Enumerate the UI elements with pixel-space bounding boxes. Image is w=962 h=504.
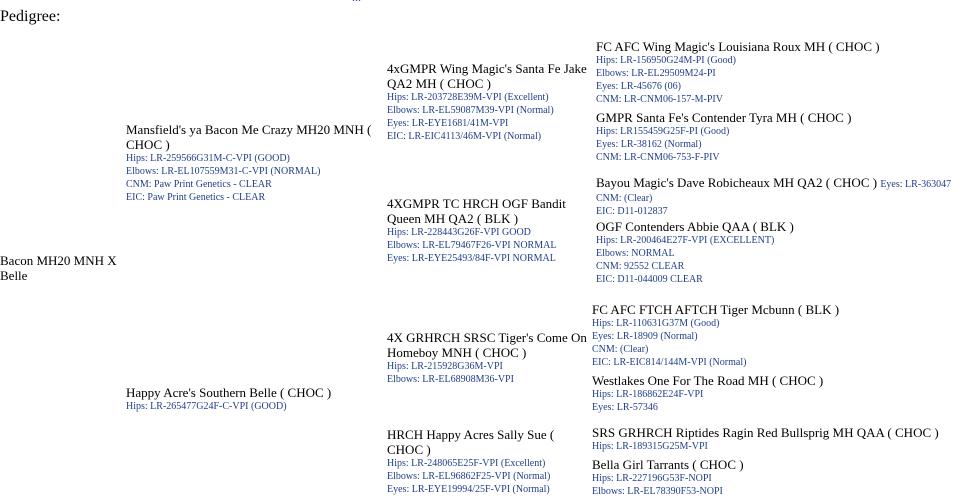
ancestor-detail: EIC: D11-044009 CLEAR [596, 274, 703, 285]
dam-sire-name: 4X GRHRCH SRSC Tiger's Come On Homeboy MNH ( CHOC ) [387, 330, 587, 360]
ancestor-detail: Elbows: NORMAL [596, 248, 675, 259]
ancestor-detail: Hips: LR-189315G25M-VPI [592, 441, 708, 452]
ancestor-cell [592, 373, 958, 414]
dam-sire-detail: Elbows: LR-EL68908M36-VPI [387, 374, 514, 385]
dog-cell [0, 253, 122, 283]
sire-detail: Elbows: LR-EL107559M31-C-VPI (NORMAL) [126, 166, 321, 177]
dam-dam-detail: Eyes: LR-EYE19994/25F-VPI (Normal) [387, 484, 550, 495]
dam-dam-detail: Elbows: LR-EL96862F25-VPI (Normal) [387, 471, 551, 482]
ancestor-cell [596, 175, 958, 218]
ancestor-name-text: Bayou Magic's Dave Robicheaux MH QA2 ( CHOC ) [596, 175, 878, 190]
sire-detail: EIC: Paw Print Genetics - CLEAR [126, 192, 266, 203]
ancestor-detail: CNM: LR-CNM06-157-M-PIV [596, 94, 723, 105]
dam-dam-name: HRCH Happy Acres Sally Sue ( CHOC ) [387, 427, 555, 457]
ancestor-detail: Hips: LR-186862E24F-VPI [592, 389, 704, 400]
sire-dam-detail: Eyes: LR-EYE25493/84F-VPI NORMAL [387, 253, 556, 264]
sire-sire-detail: EIC: LR-EIC4113/46M-VPI (Normal) [387, 131, 542, 142]
sire-detail: Hips: LR-259566G31M-C-VPI (GOOD) [126, 153, 290, 164]
ancestor-cell [592, 425, 958, 453]
ancestor-detail: Eyes: LR-45676 (06) [596, 81, 681, 92]
ancestor-detail: CNM: 92552 CLEAR [596, 261, 685, 272]
sire-sire-detail: Elbows: LR-EL59087M39-VPI (Normal) [387, 105, 554, 116]
ancestor-name: Westlakes One For The Road MH ( CHOC ) [592, 373, 824, 388]
ancestor-cell [596, 39, 958, 106]
ancestor-detail: Eyes: LR-57346 [592, 402, 658, 413]
dam-detail: Hips: LR-265477G24F-C-VPI (GOOD) [126, 401, 287, 412]
sire-sire-name: 4xGMPR Wing Magic's Santa Fe Jake QA2 MH ( CHOC ) [387, 61, 587, 91]
ancestor-detail: Hips: LR-110631G37M (Good) [592, 318, 720, 329]
ancestor-detail: Hips: LR155459G25F-PI (Good) [596, 126, 730, 137]
dam-sire-cell [387, 330, 593, 386]
ancestor-detail: CNM: (Clear) [592, 344, 649, 355]
ancestor-cell [596, 110, 958, 164]
ancestor-name: Bella Girl Tarrants ( CHOC ) [592, 457, 744, 472]
ancestor-detail: Eyes: LR-18909 (Normal) [592, 331, 698, 342]
ancestor-cell [592, 457, 958, 498]
sire-dam-name: 4XGMPR TC HRCH OGF Bandit Queen MH QA2 ( BLK ) [387, 196, 566, 226]
ancestor-name: FC AFC FTCH AFTCH Tiger Mcbunn ( BLK ) [592, 302, 840, 317]
ancestor-cell [592, 302, 958, 369]
ancestor-detail: Elbows: LR-EL78390F53-NOPI [592, 486, 723, 497]
top-link-fragment[interactable] [352, 0, 361, 5]
sire-sire-cell [387, 61, 593, 143]
ancestor-detail: EIC: LR-EIC814/144M-VPI (Normal) [592, 357, 747, 368]
ancestor-detail: Hips: LR-200464E27F-VPI (EXCELLENT) [596, 235, 775, 246]
dam-dam-cell [387, 427, 593, 496]
sire-sire-detail: Eyes: LR-EYE1681/41M-VPI [387, 118, 509, 129]
dam-dam-detail: Hips: LR-248065E25F-VPI (Excellent) [387, 458, 546, 469]
ancestor-name: FC AFC Wing Magic's Louisiana Roux MH ( CHOC ) [596, 39, 880, 54]
ancestor-name [596, 175, 958, 192]
ancestor-detail: Hips: LR-156950G24M-PI (Good) [596, 55, 736, 66]
dog-name: Bacon MH20 MNH X Belle [0, 253, 117, 283]
sire-sire-detail: Hips: LR-203728E39M-VPI (Excellent) [387, 92, 549, 103]
sire-dam-detail: Elbows: LR-EL79467F26-VPI NORMAL [387, 240, 557, 251]
sire-cell [126, 122, 388, 204]
dam-sire-detail: Hips: LR-215928G36M-VPI [387, 361, 503, 372]
sire-dam-cell [387, 196, 593, 265]
sire-name: Mansfield's ya Bacon Me Crazy MH20 MNH ( CHOC ) [126, 122, 372, 152]
ancestor-detail: CNM: (Clear) [596, 193, 653, 204]
sire-detail: CNM: Paw Print Genetics - CLEAR [126, 179, 272, 190]
pedigree-heading: Pedigree: [0, 8, 61, 25]
ancestor-detail: Eyes: LR-38162 (Normal) [596, 139, 702, 150]
ancestor-name: GMPR Santa Fe's Contender Tyra MH ( CHOC ) [596, 110, 852, 125]
ancestor-detail: CNM: LR-CNM06-753-F-PIV [596, 152, 720, 163]
dam-name: Happy Acre's Southern Belle ( CHOC ) [126, 385, 332, 400]
ancestor-inline-detail: Eyes: LR-363047 [880, 179, 952, 190]
ancestor-detail: Hips: LR-227196G53F-NOPI [592, 473, 712, 484]
sire-dam-detail: Hips: LR-228443G26F-VPI GOOD [387, 227, 531, 238]
ancestor-cell [596, 219, 958, 286]
dam-cell [126, 385, 388, 413]
ancestor-name: OGF Contenders Abbie QAA ( BLK ) [596, 219, 794, 234]
ancestor-detail: EIC: D11-012837 [596, 206, 668, 217]
ancestor-detail: Elbows: LR-EL29509M24-PI [596, 68, 716, 79]
ancestor-name: SRS GRHRCH Riptides Ragin Red Bullsprig MH QAA ( CHOC ) [592, 425, 939, 440]
